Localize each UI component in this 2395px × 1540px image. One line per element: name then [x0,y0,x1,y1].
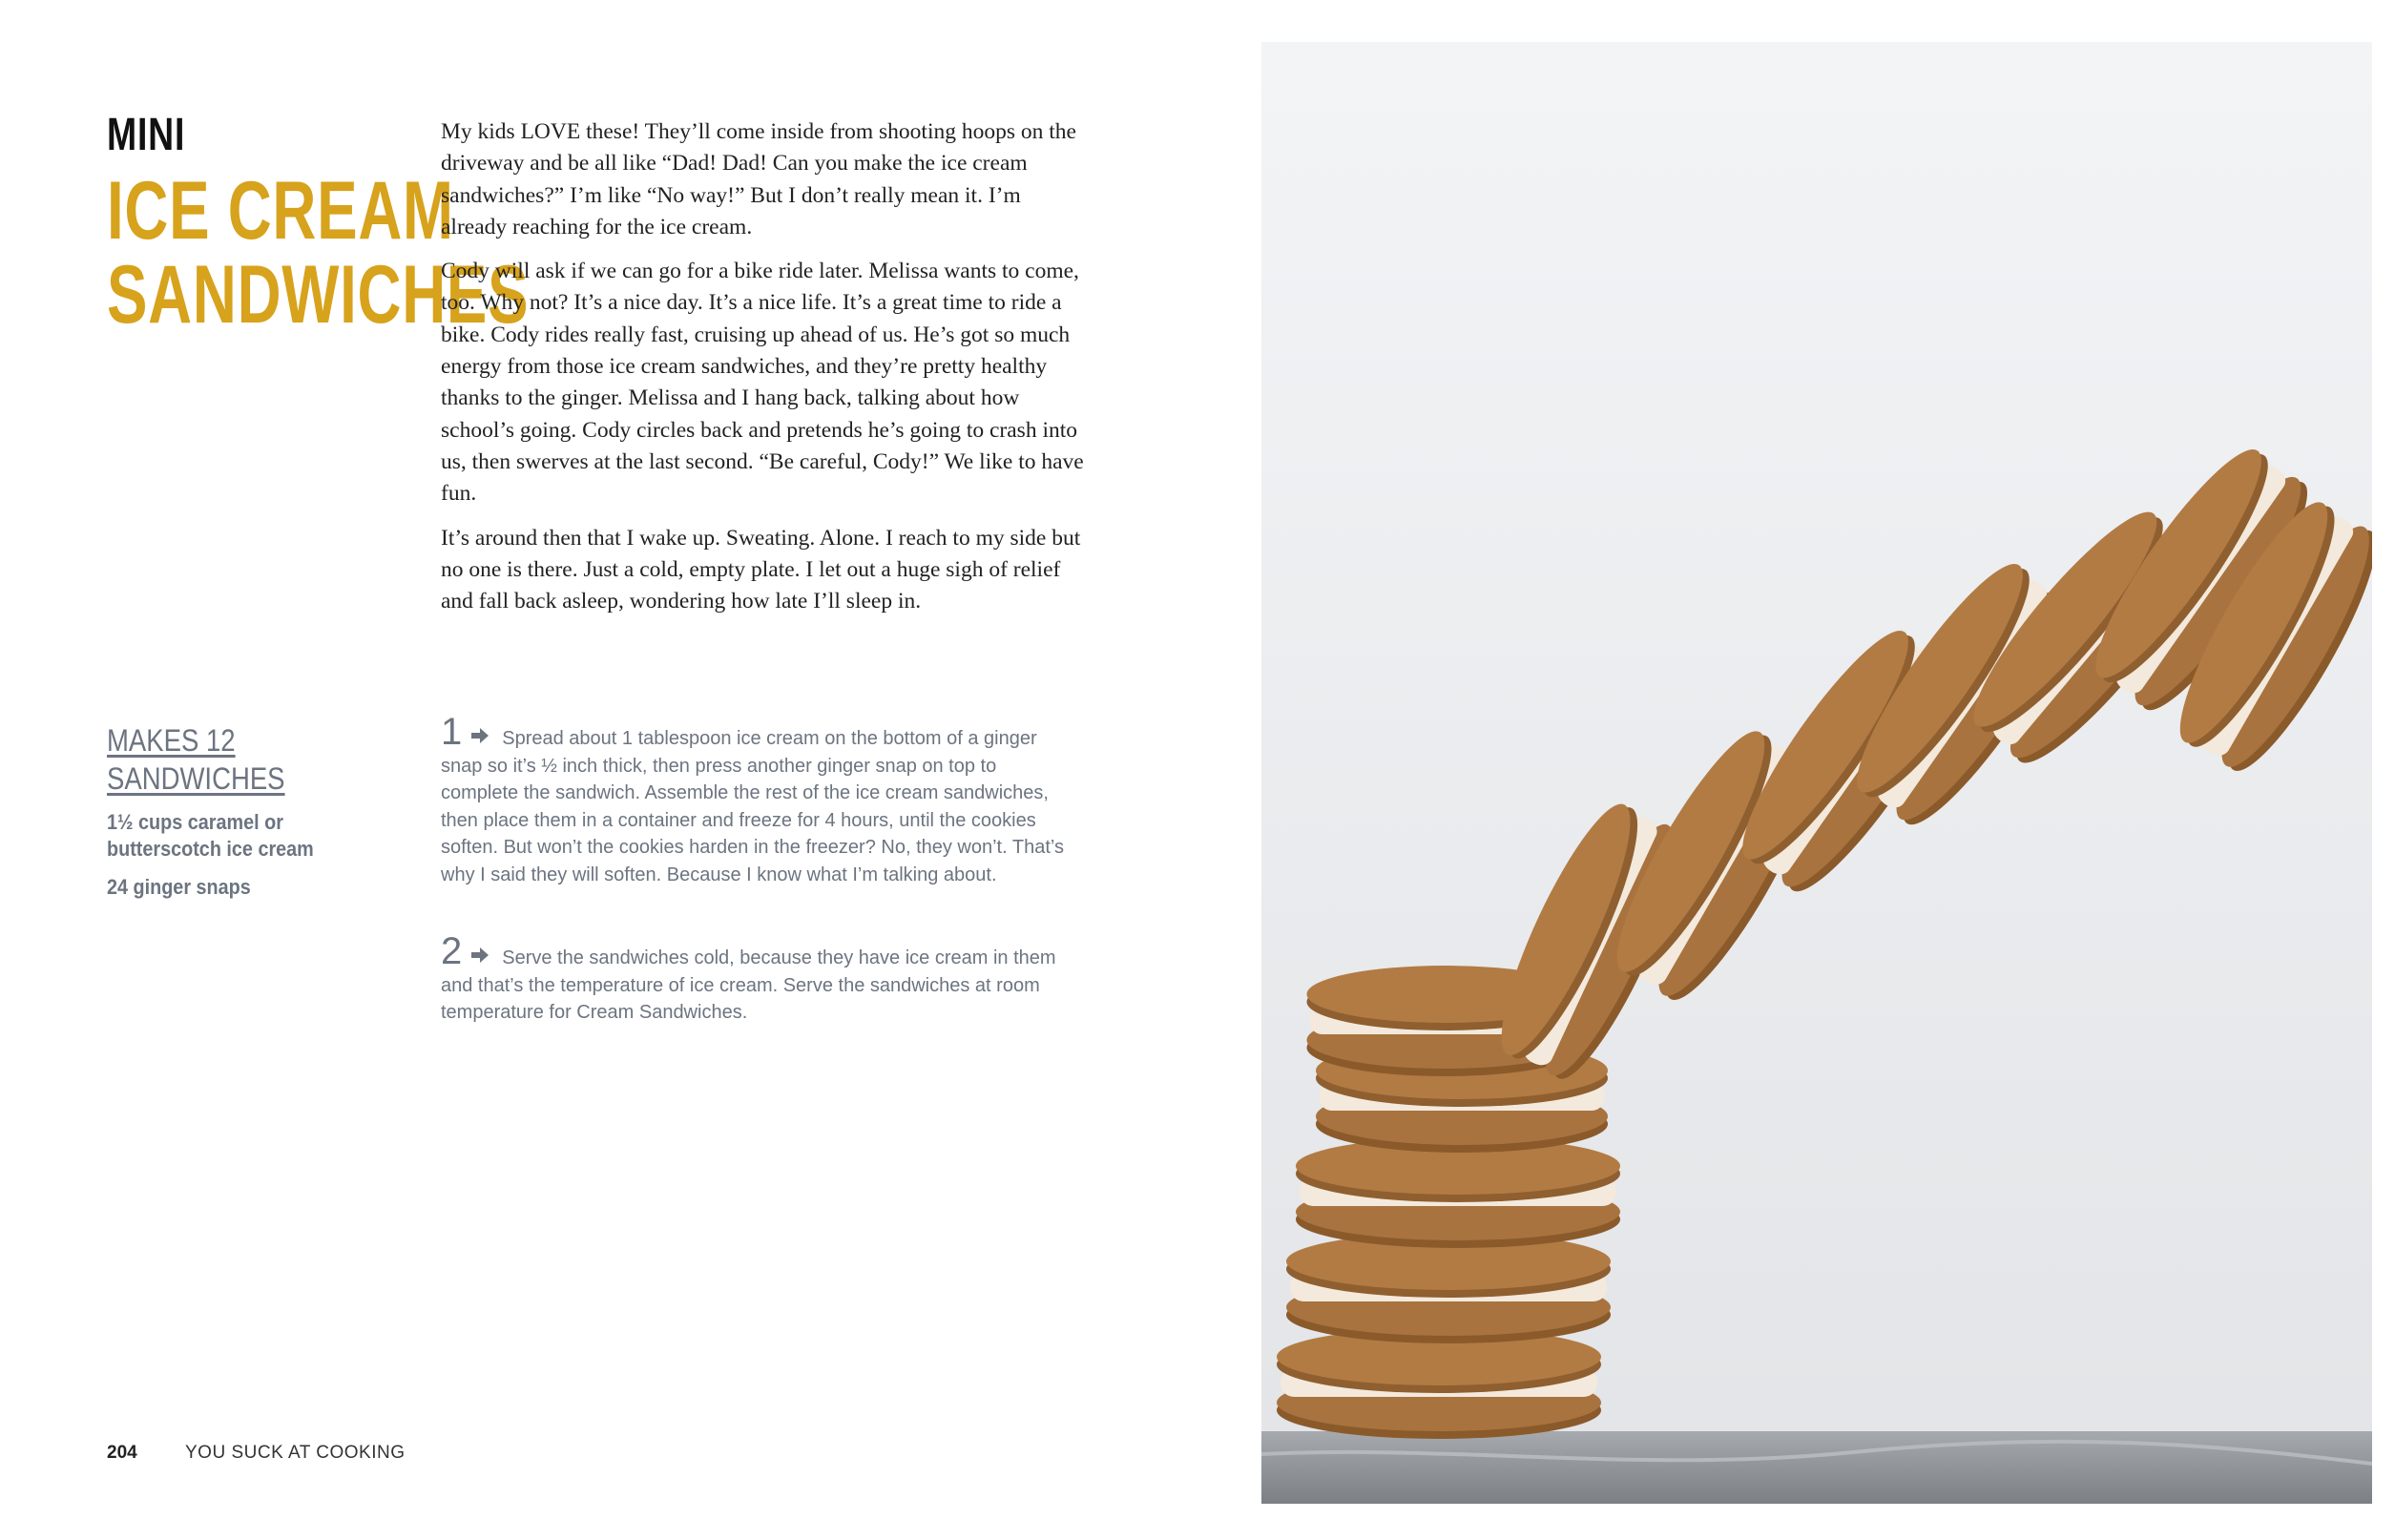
intro-paragraph-1: My kids LOVE these! They’ll come inside from shooting hoops on the driveway and be all like “Dad! Dad! Can you make the ice cream sandwiches?” I’m like “No way!” But I don’t really mean it. I’m already reaching for the ice cream. [441,119,1076,239]
photo-illustration [1261,42,2372,1504]
ingredient-item: 1½ cups caramel or butterscotch ice cream [107,810,314,861]
yield-line-2: SANDWICHES [107,761,285,796]
title-line-2: SANDWICHES [107,249,530,341]
intro-text [441,116,1090,630]
step-number: 2 [441,930,463,972]
intro-paragraph-2: Cody will ask if we can go for a bike ride later. Melissa wants to come, too. Why not? It’s a nice day. It’s a nice life. It’s a great time to ride a bike. Cody rides really fast, cruising up ahead of us. He’s got so much energy from those ice cream sandwiches, and they’re pretty healthy thanks to the ginger. Melissa and I hang back, talking about how school’s going. Cody circles back and pretends he’s going to crash into us, then swerves at the last second. “Be careful, Cody!” We like to have fun. [441,259,1084,507]
page-number: 204 [107,1443,137,1463]
recipe-step-1 [441,711,1071,888]
running-footer-title: YOU SUCK AT COOKING [185,1443,406,1463]
ice-cream-sandwich-photo [1261,42,2372,1504]
ingredient-item: 24 ginger snaps [107,875,251,899]
recipe-step-2 [441,930,1071,1027]
step-number: 1 [441,711,463,753]
step-text: Serve the sandwiches cold, because they have ice cream in them and that’s the temperature of ice cream. Serve the sandwiches at room temperature for Cream Sandwiches. [441,947,1056,1023]
step-text: Spread about 1 tablespoon ice cream on the bottom of a ginger snap so it’s ½ inch thick, then press another ginger snap on top to complete the sandwich. Assemble the rest of the ice cream sandwiches, then place them in a container and freeze for 4 hours, until the cookies soften. But won’t the cookies harden in the freezer? No, they won’t. That’s why I said they will soften. Because I know what I’m talking about. [441,728,1064,885]
intro-paragraph-3: It’s around then that I wake up. Sweating. Alone. I reach to my side but no one is there. Just a cold, empty plate. I let out a huge sigh of relief and fall back asleep, wondering how late I’ll sleep in. [441,525,1081,614]
yield-line-1: MAKES 12 [107,723,236,758]
title-line-1: ICE CREAM [107,165,454,257]
title-mini: MINI [107,110,186,160]
right-arrow-icon [469,945,490,966]
right-arrow-icon [469,725,490,746]
recipe-yield [107,721,353,798]
